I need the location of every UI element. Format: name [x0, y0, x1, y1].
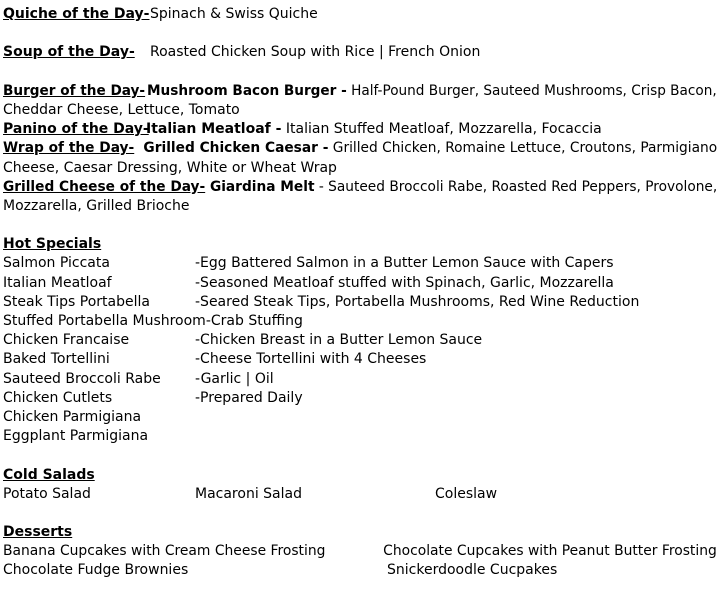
- hot-special-item: [3, 293, 717, 312]
- wrap-name: Grilled Chicken Caesar -: [143, 140, 329, 157]
- panino-desc: Italian Stuffed Meatloaf, Mozzarella, Focaccia: [281, 121, 602, 138]
- spacer: [3, 63, 717, 82]
- wrap-desc: Grilled Chicken, Romaine Lettuce, Croutons, Parmigiano: [328, 140, 718, 157]
- soup-line: [3, 43, 717, 62]
- hot-special-item: [3, 350, 717, 369]
- burger-desc: Half-Pound Burger, Sauteed Mushrooms, Crisp Bacon,: [346, 82, 717, 99]
- hot-special-item: [3, 408, 717, 427]
- grilled-cheese-desc: - Sauteed Broccoli Rabe, Roasted Red Peppers, Provolone,: [314, 178, 718, 195]
- hot-special-item: [3, 389, 717, 408]
- cold-salad-item: Coleslaw: [435, 485, 498, 502]
- hot-special-item: [3, 370, 717, 389]
- spacer: [3, 216, 717, 235]
- burger-label: Burger of the Day-: [3, 82, 146, 99]
- desserts-heading: Desserts: [3, 524, 73, 541]
- hot-special-name: Chicken Parmigiana: [3, 408, 142, 425]
- menu-document: [3, 5, 717, 581]
- desserts-heading-line: [3, 523, 717, 542]
- desserts-row: [3, 542, 717, 561]
- hot-special-item: [3, 254, 717, 273]
- hot-special-item: [3, 274, 717, 293]
- hot-special-name: Chicken Francaise: [3, 332, 130, 349]
- hot-specials-heading-line: [3, 235, 717, 254]
- hot-special-name: Chicken Cutlets: [3, 389, 113, 406]
- hot-special-desc: -Prepared Daily: [195, 389, 303, 406]
- hot-special-item: [3, 427, 717, 446]
- burger-line: [3, 82, 717, 101]
- desserts-row: [3, 561, 717, 580]
- cold-salad-item: Macaroni Salad: [195, 485, 302, 502]
- hot-special-desc: -Seasoned Meatloaf stuffed with Spinach, Garlic, Mozzarella: [195, 274, 614, 291]
- burger-desc-continued: Cheddar Cheese, Lettuce, Tomato: [3, 101, 240, 118]
- wrap-line: [3, 139, 718, 158]
- soup-value: Roasted Chicken Soup with Rice | French Onion: [150, 44, 481, 61]
- burger-name: Mushroom Bacon Burger -: [147, 82, 347, 99]
- hot-specials-heading: Hot Specials: [3, 236, 102, 253]
- spacer: [3, 446, 717, 465]
- wrap-desc-continued: Cheese, Caesar Dressing, White or Wheat Wrap: [3, 159, 337, 176]
- hot-special-name: Italian Meatloaf: [3, 274, 112, 291]
- quiche-label: Quiche of the Day-: [3, 6, 150, 22]
- hot-special-desc: -Garlic | Oil: [195, 370, 274, 387]
- quiche-value: Spinach & Swiss Quiche: [150, 6, 318, 22]
- wrap-desc-line-2: [3, 159, 717, 178]
- grilled-cheese-desc-continued: Mozzarella, Grilled Brioche: [3, 197, 190, 214]
- cold-salads-heading: Cold Salads: [3, 466, 95, 483]
- cold-salads-heading-line: [3, 466, 717, 485]
- hot-special-item: [3, 312, 717, 331]
- panino-name: Italian Meatloaf -: [146, 121, 282, 138]
- grilled-cheese-desc-line-2: [3, 197, 717, 216]
- spacer: [3, 504, 717, 523]
- hot-special-desc: -Chicken Breast in a Butter Lemon Sauce: [195, 332, 483, 349]
- wrap-label: Wrap of the Day-: [3, 140, 135, 157]
- hot-special-desc: -Egg Battered Salmon in a Butter Lemon Sauce with Capers: [195, 255, 614, 272]
- panino-label: Panino of the Day-: [3, 121, 149, 138]
- hot-special-name: Eggplant Parmigiana: [3, 428, 149, 445]
- dessert-item: Banana Cupcakes with Cream Cheese Frosting: [3, 543, 326, 560]
- grilled-cheese-name: Giardina Melt: [205, 178, 315, 195]
- hot-special-name: Steak Tips Portabella: [3, 293, 150, 310]
- grilled-cheese-line: [3, 178, 718, 197]
- quiche-line: [3, 5, 717, 24]
- hot-special-desc: -Seared Steak Tips, Portabella Mushrooms, Red Wine Reduction: [195, 293, 640, 310]
- dessert-item: Snickerdoodle Cucpakes: [387, 562, 558, 579]
- soup-label: Soup of the Day-: [3, 44, 135, 61]
- hot-special-name: Salmon Piccata: [3, 255, 110, 272]
- grilled-cheese-label: Grilled Cheese of the Day-: [3, 178, 206, 195]
- spacer: [3, 24, 717, 43]
- hot-special-name: Baked Tortellini: [3, 351, 110, 368]
- burger-desc-line-2: [3, 101, 717, 120]
- cold-salad-item: Potato Salad: [3, 485, 91, 502]
- hot-special-item: [3, 331, 717, 350]
- dessert-item: Chocolate Cupcakes with Peanut Butter Frosting: [383, 543, 717, 560]
- hot-special-name: Sauteed Broccoli Rabe: [3, 370, 161, 387]
- panino-line: [3, 120, 717, 139]
- hot-special-name: Stuffed Portabella Mushroom-Crab Stuffing: [3, 313, 303, 329]
- hot-special-desc: -Cheese Tortellini with 4 Cheeses: [195, 351, 427, 368]
- cold-salads-row: [3, 485, 717, 504]
- dessert-item: Chocolate Fudge Brownies: [3, 562, 189, 579]
